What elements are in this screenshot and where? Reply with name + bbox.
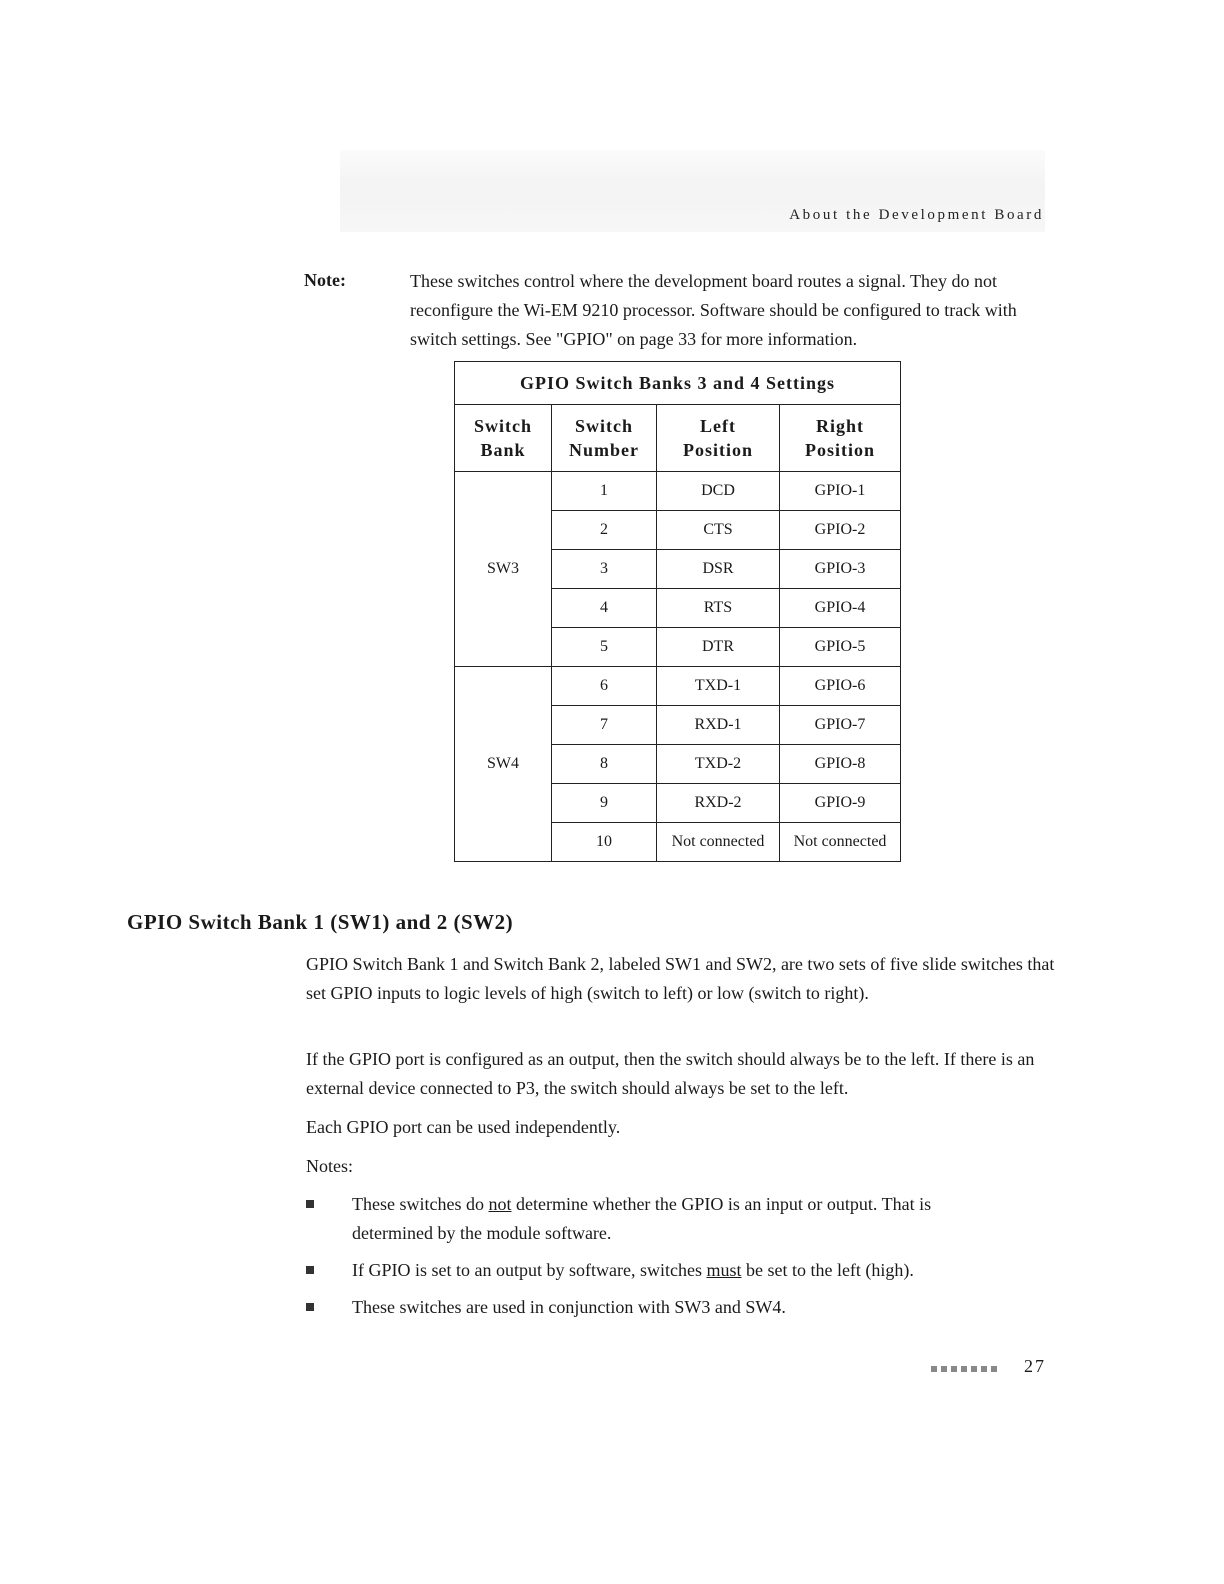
switch-number-cell: 7 [552,706,657,745]
left-position-cell: RXD-2 [657,784,780,823]
right-position-cell: GPIO-5 [780,628,901,667]
left-position-cell: Not connected [657,823,780,862]
right-position-cell: GPIO-7 [780,706,901,745]
left-position-cell: TXD-1 [657,667,780,706]
right-position-cell: GPIO-6 [780,667,901,706]
bank-cell-sw4: SW4 [455,667,552,862]
gpio-settings-table [454,361,901,862]
footer-dots [931,1366,997,1372]
underlined-must: must [706,1260,742,1280]
bullet-square-icon [306,1303,314,1311]
header-left-position: Left Position [657,405,780,472]
switch-number-cell: 2 [552,511,657,550]
switch-number-cell: 9 [552,784,657,823]
notes-label: Notes: [306,1156,353,1176]
left-position-cell: DTR [657,628,780,667]
right-position-cell: GPIO-4 [780,589,901,628]
running-head: About the Development Board [789,207,1044,223]
switch-number-cell: 1 [552,472,657,511]
paragraph-3: Each GPIO port can be used independently. [306,1117,621,1137]
left-position-cell: TXD-2 [657,745,780,784]
right-position-cell: GPIO-3 [780,550,901,589]
switch-number-cell: 8 [552,745,657,784]
switch-number-cell: 4 [552,589,657,628]
right-position-cell: GPIO-2 [780,511,901,550]
bank-cell-sw3: SW3 [455,472,552,667]
paragraph-2: If the GPIO port is configured as an output, then the switch should always be to the left. If there is an external device connected to P3, the switch should always be set to the left. [306,1049,1035,1098]
switch-number-cell: 10 [552,823,657,862]
left-position-cell: CTS [657,511,780,550]
page-number: 27 [1024,1356,1046,1376]
right-position-cell: Not connected [780,823,901,862]
left-position-cell: RXD-1 [657,706,780,745]
note-text: These switches control where the development board routes a signal. They do not reconfigure the Wi-EM 9210 processor. Software should be configured to track with switch settings. See "GPIO" on page 33 for more information. [410,271,1017,349]
bullet-square-icon [306,1200,314,1208]
switch-number-cell: 3 [552,550,657,589]
table-caption: GPIO Switch Banks 3 and 4 Settings [455,362,901,405]
left-position-cell: RTS [657,589,780,628]
right-position-cell: GPIO-9 [780,784,901,823]
table-row [455,472,901,511]
right-position-cell: GPIO-1 [780,472,901,511]
switch-number-cell: 5 [552,628,657,667]
left-position-cell: DCD [657,472,780,511]
switch-number-cell: 6 [552,667,657,706]
section-title: GPIO Switch Bank 1 (SW1) and 2 (SW2) [127,910,514,934]
left-position-cell: DSR [657,550,780,589]
header-right-position: Right Position [780,405,901,472]
bullet-square-icon [306,1266,314,1274]
table-row [455,667,901,706]
right-position-cell: GPIO-8 [780,745,901,784]
note-label: Note: [304,270,346,290]
underlined-not: not [488,1194,512,1214]
header-switch-number: Switch Number [552,405,657,472]
header-switch-bank: Switch Bank [455,405,552,472]
paragraph-1: GPIO Switch Bank 1 and Switch Bank 2, labeled SW1 and SW2, are two sets of five slide switches that set GPIO inputs to logic levels of high (switch to left) or low (switch to right). [306,954,1055,1003]
